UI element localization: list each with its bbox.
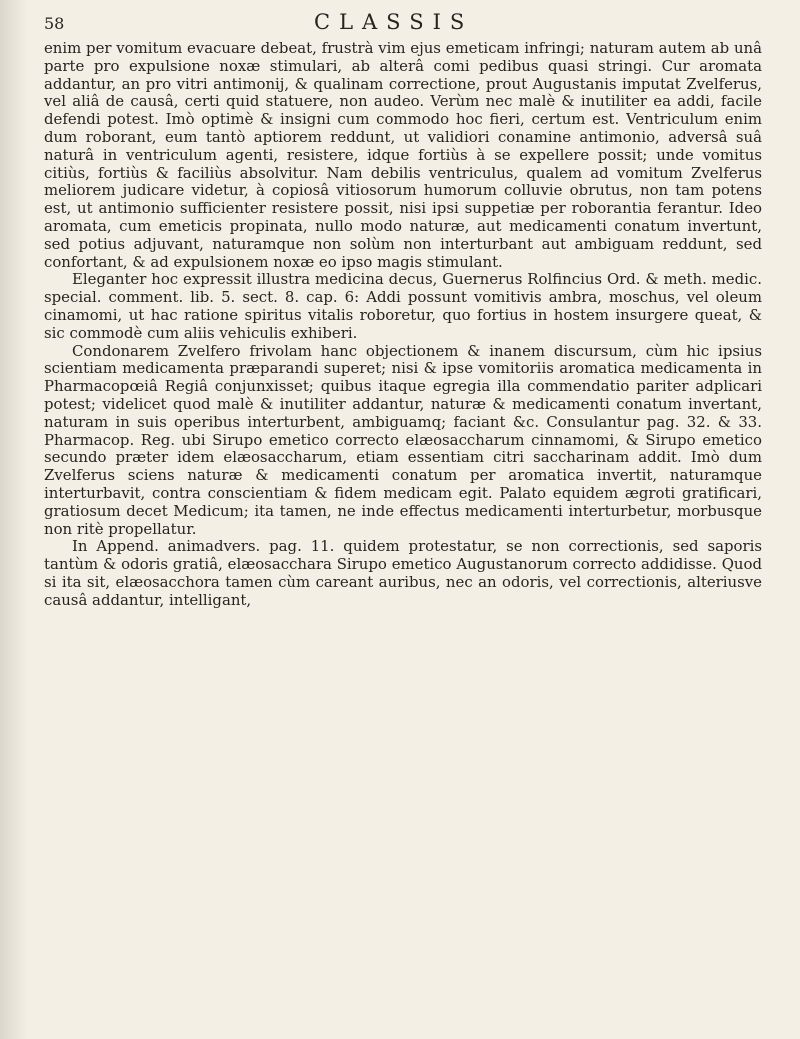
running-head — [44, 10, 762, 40]
paragraph-2: Eleganter hoc expressit illustra medicina decus, Guernerus Rolfincius Ord. & meth. medic. special. comment. lib. 5. sect. 8. cap. 6: Addi possunt vomitivis ambra, moschus, vel oleum cinamomi, ut hac ratione spiritus vitalis roboretur, quo fortius in hostem insurgere queat, & sic commodè cum aliis vehiculis exhiberi. — [44, 270, 762, 342]
gutter-shadow — [0, 0, 28, 1039]
running-title: CLASSIS — [314, 10, 474, 34]
paragraph-4: In Append. animadvers. pag. 11. quidem protestatur, se non correctionis, sed saporis tantùm & odoris gratiâ, elæosacchara Sirupo emetico Augustanorum correcto addidisse. Quod si ita sit, elæosacchora tamen cùm careant auribus, nec an odoris, vel correctionis, alteriusve causâ addantur, intelligant, — [44, 537, 762, 609]
page-number: 58 — [44, 14, 65, 33]
paragraph-1: enim per vomitum evacuare debeat, frustrà vim ejus emeticam infringi; naturam autem ab unâ parte pro expulsione noxæ stimulari, ab alterâ comi pedibus quasi stringi. Cur aromata addantur, an pro vitri antimonij, & qualinam correctione, prout Augustanis imputat Zvelferus, vel aliâ de causâ, certi quid statuere, non audeo. Verùm nec malè & inutiliter ea addi, facile defendi potest. Imò optimè & insigni cum commodo hoc fieri, certum est. Ventriculum enim dum roborant, eum tantò aptiorem reddunt, ut validiori conamine antimonio, adversâ suâ naturâ in ventriculum agenti, resistere, idque fortiùs à se expellere possit; unde vomitus citiùs, fortiùs & faciliùs absolvitur. Nam debilis ventriculus, qualem ad vomitum Zvelferus meliorem judicare videtur, à copiosâ vitiosorum humorum colluvie obrutus, non tam potens est, ut antimonio sufficienter resistere possit, nisi ipsi suppetiæ per roborantia ferantur. Ideo aromata, cum emeticis propinata, nullo modo naturæ, aut medicamenti conatum invertunt, sed potius adjuvant, naturamque non solùm non interturbant aut ambiguam reddunt, sed confortant, & ad expulsionem noxæ eo ipso magis stimulant. — [44, 39, 762, 271]
paragraph-3: Condonarem Zvelfero frivolam hanc objectionem & inanem discursum, cùm hic ipsius scientiam medicamenta præparandi superet; nisi & ipse vomitoriis aromatica medicamenta in Pharmacopœiâ Regiâ conjunxisset; quibus itaque egregia illa commendatio pariter adplicari potest; videlicet quod malè & inutiliter addantur, naturæ & medicamenti conatum invertant, naturam in suis operibus interturbent, ambiguamq; faciant &c. Consulantur pag. 32. & 33. Pharmacop. Reg. ubi Sirupo emetico correcto elæosaccharum cinnamomi, & Sirupo emetico secundo præter idem elæosaccharum, etiam essentiam citri saccharinam addit. Imò dum Zvelferus sciens naturæ & medicamenti conatum per aromatica invertit, naturamque interturbavit, contra conscientiam & fidem medicam egit. Palato equidem ægroti gratificari, gratiosum decet Medicum; ita tamen, ne inde effectus medicamenti interturbetur, morbusque non ritè propellatur. — [44, 341, 762, 538]
